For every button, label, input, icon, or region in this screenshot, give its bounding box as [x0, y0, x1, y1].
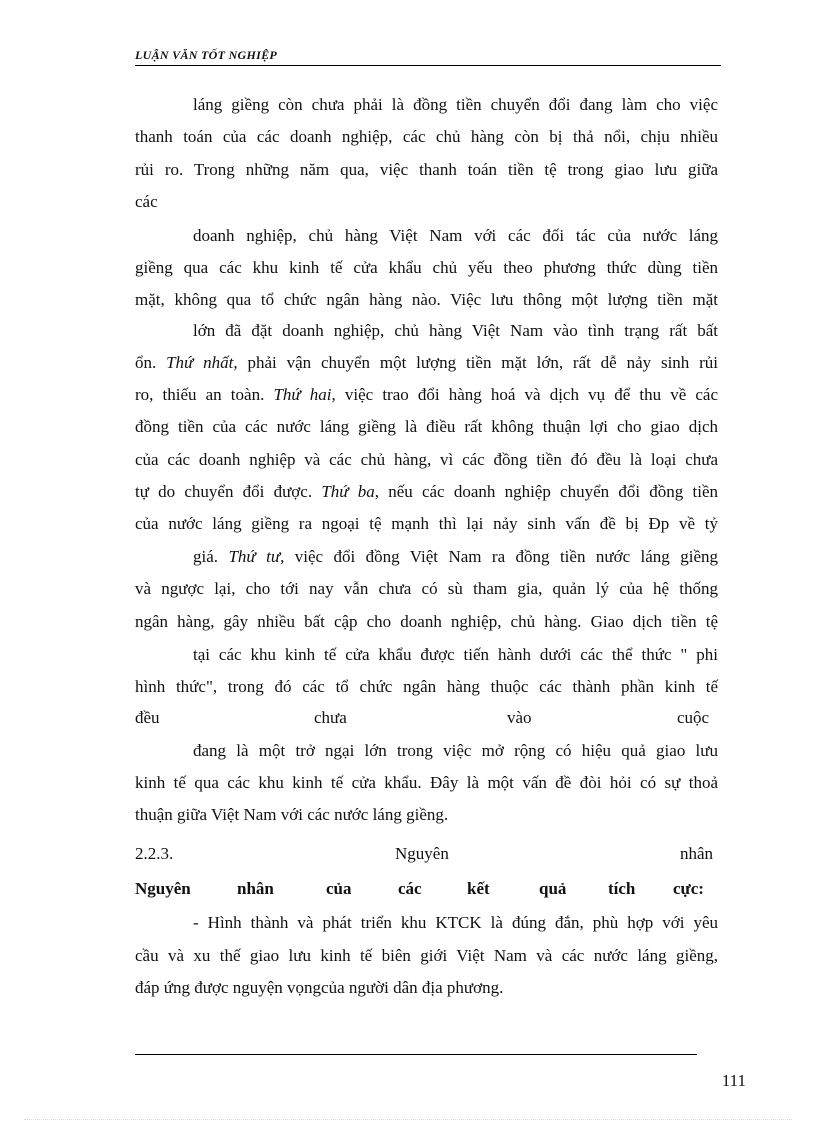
body-line: hình thức", trong đó các tổ chức ngân hàng thuộc các thành phần kinh tế	[135, 677, 718, 696]
text-run: tự do chuyển đổi được.	[135, 482, 322, 501]
footer-rule	[135, 1054, 697, 1055]
body-line	[135, 479, 718, 505]
body-line: láng giềng còn chưa phải là đồng tiền chuyển đổi đang làm cho việc	[193, 95, 718, 114]
section-number: 2.2.3.	[135, 844, 174, 863]
text-run: việc đổi đồng Việt Nam ra đồng tiền nước láng giềng	[284, 547, 718, 566]
emphasis-third: Thứ ba	[321, 482, 375, 501]
word: các	[398, 879, 422, 898]
body-line: và ngược lại, cho tới nay vẫn chưa có sù tham gia, quản lý của hệ thống	[135, 579, 718, 598]
word: Nguyên	[135, 879, 191, 898]
body-line: thanh toán của các doanh nghiệp, các chủ hàng còn bị thả nổi, chịu nhiều	[135, 127, 718, 146]
text-run: việc trao đổi hàng hoá và dịch vụ để thu về các	[335, 385, 718, 404]
body-line: của các doanh nghiệp và các chủ hàng, vì các đồng tiền đó đều là loại chưa	[135, 450, 718, 469]
body-line: ngân hàng, gây nhiều bất cập cho doanh nghiệp, chủ hàng. Giao dịch tiền tệ	[135, 612, 718, 631]
body-line: đồng tiền của các nước láng giềng là điều rất không thuận lợi cho giao dịch	[135, 417, 718, 436]
running-header: LUẬN VĂN TỐT NGHIỆP	[135, 48, 278, 62]
word: kết	[467, 879, 490, 898]
page-edge	[24, 1119, 792, 1120]
body-line: giềng qua các khu kinh tế cửa khẩu chủ yếu theo phương thức dùng tiền	[135, 258, 718, 277]
body-line: các	[135, 192, 158, 211]
body-line: đáp ứng được nguyện vọngcủa người dân địa phương.	[135, 978, 504, 997]
emphasis-second: Thứ hai,	[273, 385, 336, 404]
body-line: lớn đã đặt doanh nghiệp, chủ hàng Việt Nam vào tình trạng rất bất	[193, 321, 718, 340]
text-run: ro, thiếu an toàn.	[135, 385, 274, 404]
subheading	[135, 876, 718, 902]
page-number: 111	[721, 1071, 746, 1090]
section-heading	[135, 841, 718, 867]
header-rule	[135, 65, 721, 66]
body-line	[135, 350, 718, 376]
body-line: mặt, không qua tổ chức ngân hàng nào. Việc lưu thông một lượng tiền mặt	[135, 290, 718, 309]
word: vào	[507, 708, 532, 727]
body-line: rủi ro. Trong những năm qua, việc thanh toán tiền tệ trong giao lưu giữa	[135, 160, 718, 179]
body-line: tại các khu kinh tế cửa khẩu được tiến hành dưới các thể thức " phi	[193, 645, 718, 664]
word: của	[326, 879, 352, 898]
word: tích	[608, 879, 636, 898]
list-item: - Hình thành và phát triển khu KTCK là đúng đắn, phù hợp với yêu	[193, 913, 718, 932]
body-line: kinh tế qua các khu kinh tế cửa khẩu. Đây là một vấn đề đòi hỏi có sự thoả	[135, 773, 718, 792]
body-line	[193, 544, 718, 570]
body-line: doanh nghiệp, chủ hàng Việt Nam với các đối tác của nước láng	[193, 226, 718, 245]
text-run: , phải vận chuyển một lượng tiền mặt lớn, rất dễ nảy sinh rủi	[233, 353, 719, 372]
text-run: ổn.	[135, 353, 167, 372]
word: cuộc	[677, 708, 710, 727]
word: Nguyên	[395, 844, 449, 863]
body-line	[135, 705, 718, 731]
body-line: đang là một trở ngại lớn trong việc mở rộng có hiệu quả giao lưu	[193, 741, 718, 760]
body-line: của nước láng giềng ra ngoại tệ mạnh thì lại nảy sinh vấn đề bị Ðp về tỷ	[135, 514, 718, 533]
body-line: thuận giữa Việt Nam với các nước láng giềng.	[135, 805, 449, 824]
emphasis-first: Thứ nhất	[166, 353, 234, 372]
word: nhân	[680, 844, 714, 863]
emphasis-fourth: Thứ tư,	[228, 547, 285, 566]
word: cực:	[673, 879, 704, 898]
text-run: giá.	[193, 547, 229, 566]
word: đều	[135, 708, 160, 727]
word: nhân	[237, 879, 274, 898]
text-run: , nếu các doanh nghiệp chuyển đổi đồng tiền	[374, 482, 718, 501]
word: chưa	[314, 708, 347, 727]
word: quả	[539, 879, 567, 898]
body-line	[135, 382, 718, 408]
body-line: cầu và xu thế giao lưu kinh tế biên giới Việt Nam và các nước láng giềng,	[135, 946, 718, 965]
